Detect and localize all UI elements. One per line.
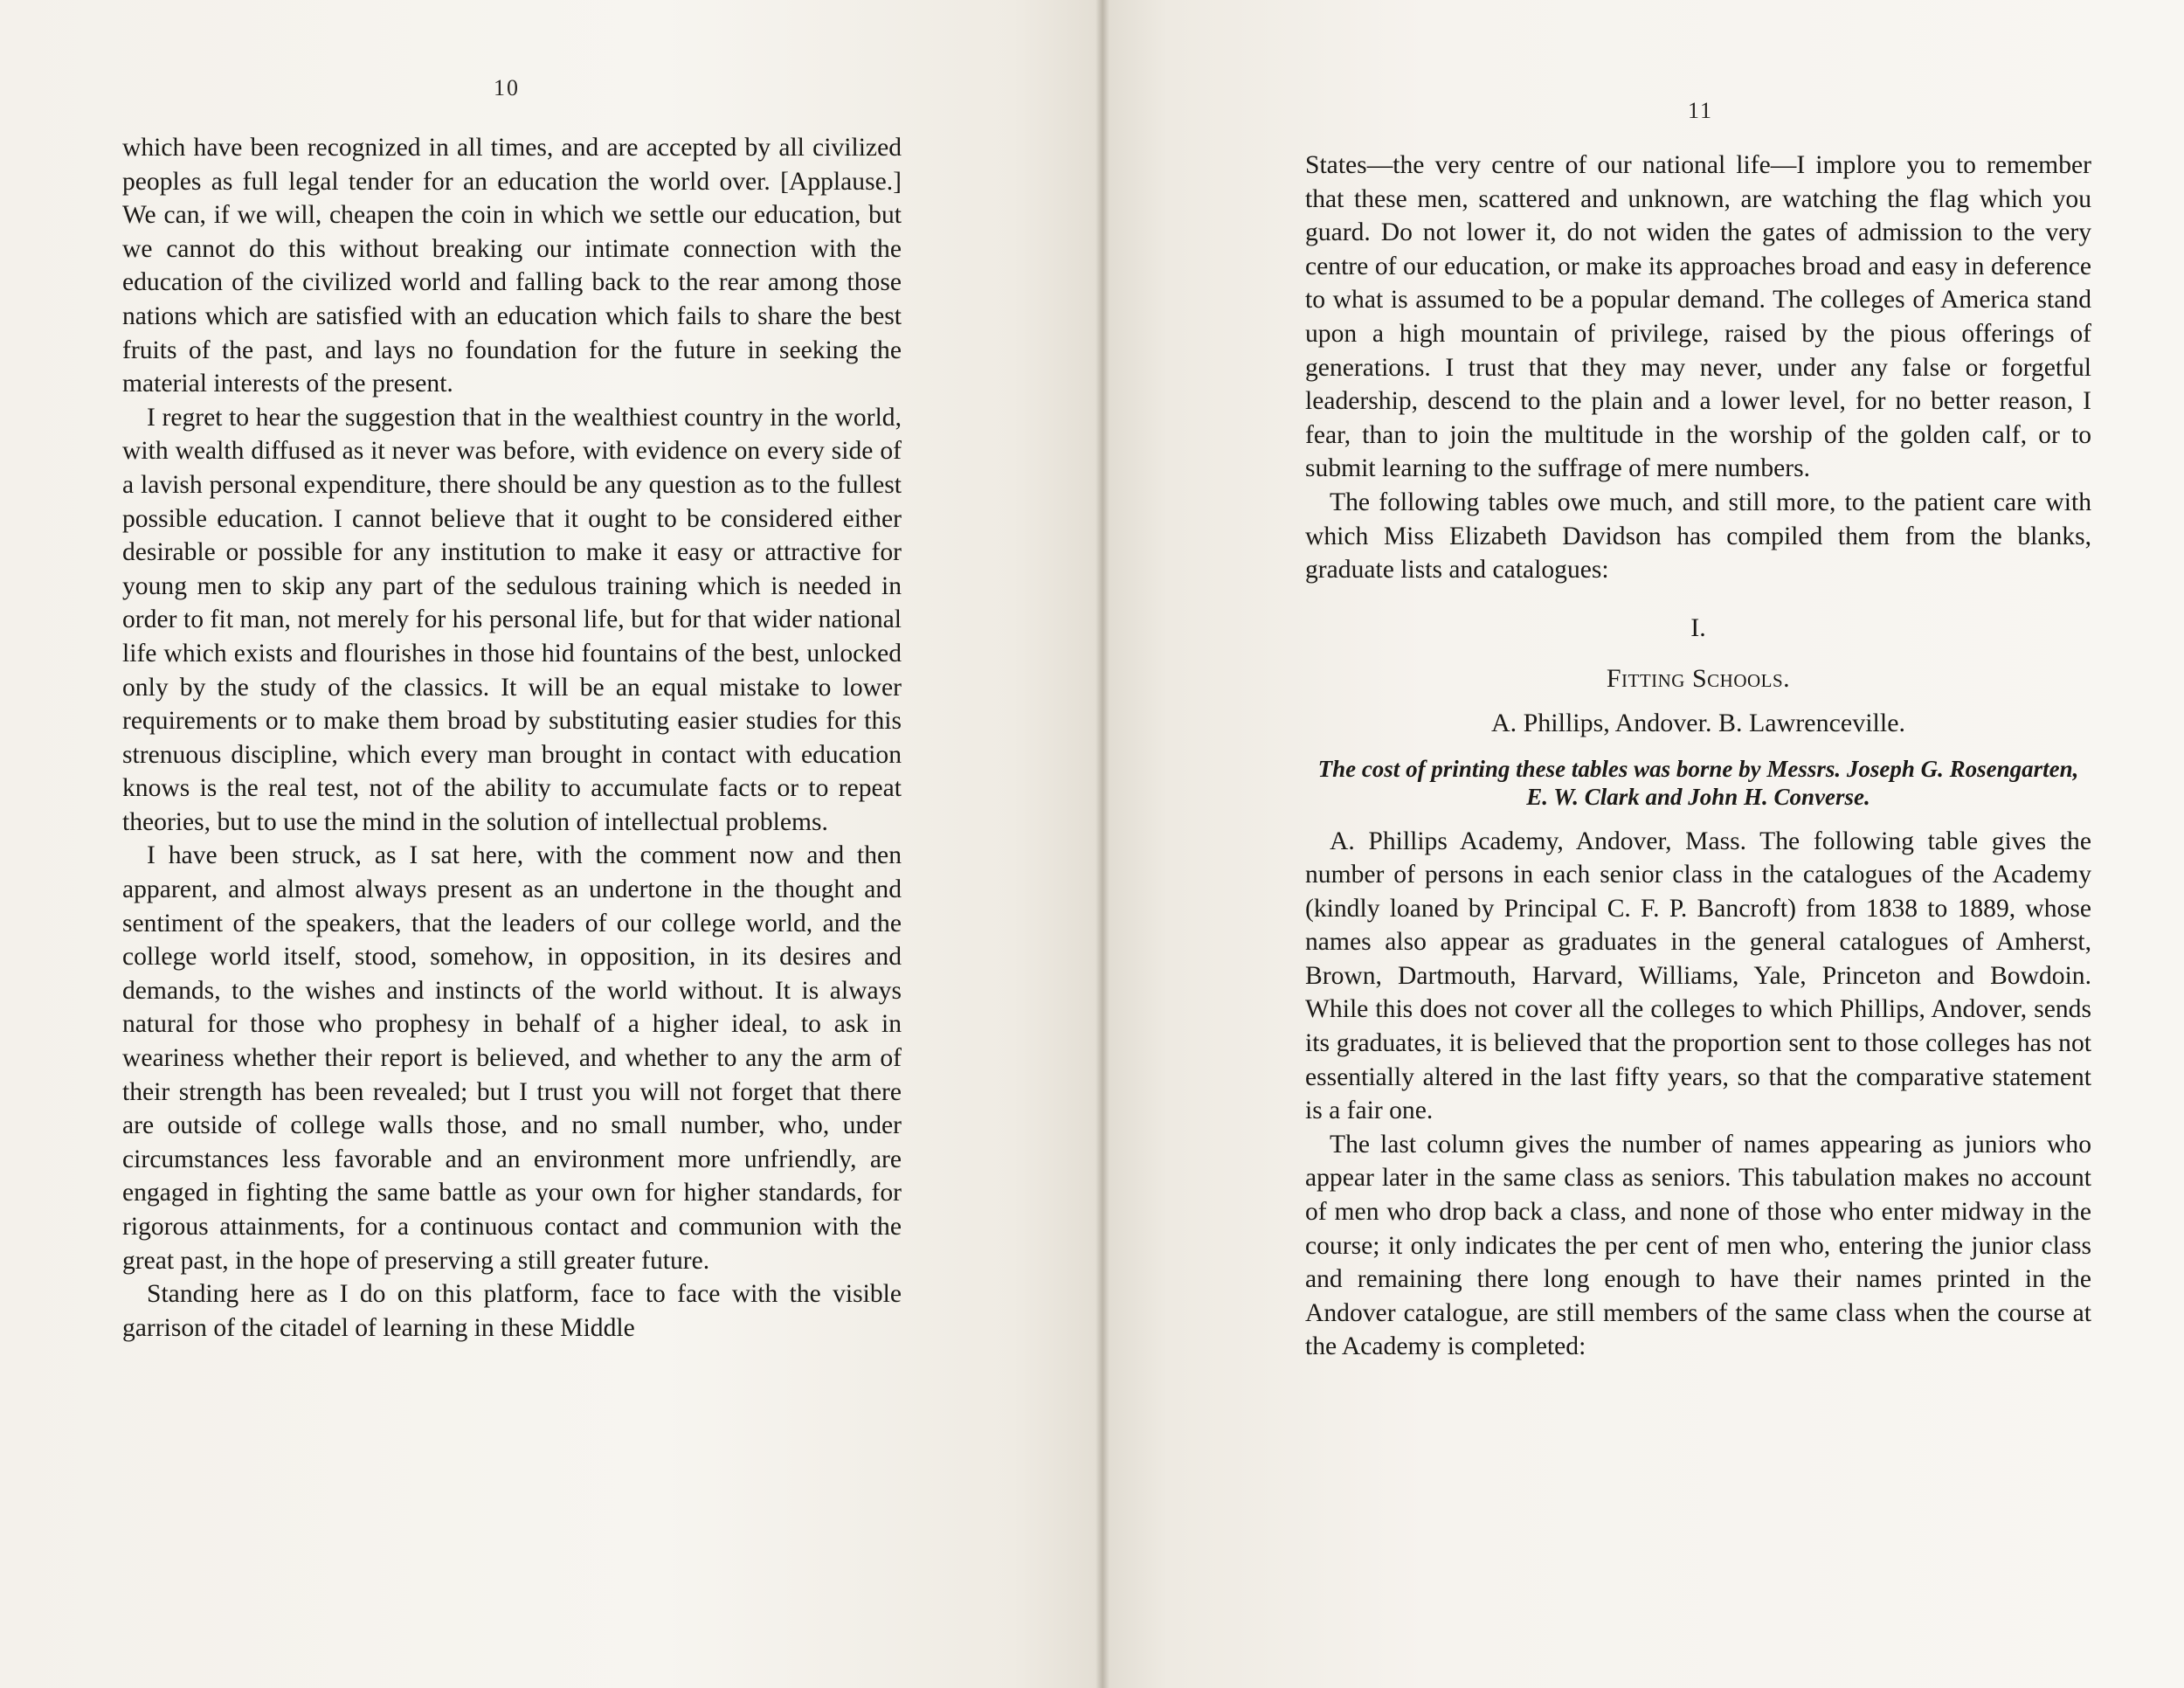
section-numeral: I. [1690, 612, 1706, 642]
left-paragraph-4: Standing here as I do on this platform, face to face with the visible garrison of the citadel of learning in these Middle [122, 1280, 902, 1342]
left-page-number: 10 [494, 75, 520, 100]
right-page-number: 11 [1688, 98, 1714, 123]
section-title: Fitting Schools. [1606, 664, 1791, 694]
right-paragraph-2: The following tables owe much, and still more, to the patient care with which Miss Elizabeth Davidson has compiled them from the blanks, graduate lists and catalogues: [1305, 488, 2091, 585]
left-paragraph-3: I have been struck, as I sat here, with the comment now and then apparent, and almost always present as an undertone in the thought and sentiment of the speakers, that the leaders of our college world, and the college world itself, stood, somehow, in opposition, in its desires and demands, to the wishes and instincts of the world without. It is always natural for those who prophesy in behalf of a higher ideal, to ask in weariness whether their report is believed, and whether to any the arm of their strength has been revealed; but I trust you will not forget that there are outside of college walls those, and no small number, who, under circumstances less favorable and an environment more unfriendly, are engaged in fighting the same battle as your own for higher standards, for rigorous attainments, for a continuous contact and communion with the great past, in the hope of preserving a still greater future. [122, 841, 902, 1275]
left-paragraph-1: which have been recognized in all times, and are accepted by all civilized peoples as full legal tender for an education the world over. [Applause.] We can, if we will, cheapen the coin in which we settle our education, but we cannot do this without breaking our intimate connection with the education of the civilized world and falling back to the rear among those nations which are satisfied with an education which fails to share the best fruits of the past, and lays no foundation for the future in seeking the material interests of the present. [122, 134, 902, 398]
left-page-body [122, 131, 902, 1345]
right-paragraph-3: A. Phillips Academy, Andover, Mass. The following table gives the number of persons in each senior class in the catalogues of the Academy (kindly loaned by Principal C. F. P. Bancroft) from 1838 to 1889, whose names also appear as graduates in the general catalogues of Amherst, Brown, Dartmouth, Harvard, Williams, Yale, Princeton and Bowdoin. While this does not cover all the colleges to which Phillips, Andover, sends its graduates, it is believed that the proportion sent to those colleges has not essentially altered in the last fifty years, so that the comparative statement is a fair one. [1305, 827, 2091, 1125]
right-page [1102, 0, 2184, 1688]
right-paragraph-4: The last column gives the number of names appearing as juniors who appear later in the same class as seniors. This tabulation makes no account of men who drop back a class, and none of those who enter midway in the course; it only indicates the per cent of men who, entering the junior class and remaining there long enough to have their names printed in the Andover catalogue, are still members of the same class when the course at the Academy is completed: [1305, 1130, 2091, 1361]
sponsor-note: The cost of printing these tables was borne by Messrs. Joseph G. Rosengarten, E. W. Clark and John H. Converse. [1317, 755, 2079, 810]
right-page-body [1305, 149, 2091, 1364]
section-subtitle: A. Phillips, Andover. B. Lawrenceville. [1490, 708, 1906, 737]
right-paragraph-1: States—the very centre of our national life—I implore you to remember that these men, scattered and unknown, are watching the flag which you guard. Do not lower it, do not widen the gates of admission to the very centre of our education, or make its approaches broad and easy in deference to what is assumed to be a popular demand. The colleges of America stand upon a high mountain of privilege, raised by the pious offerings of generations. I trust that they may never, under any false or forgetful leadership, descend to the plain and a lower level, for no better reason, I fear, than to join the multitude in the worship of the golden calf, or to submit learning to the suffrage of mere numbers. [1305, 151, 2091, 483]
left-paragraph-2: I regret to hear the suggestion that in the wealthiest country in the world, with wealth diffused as it never was before, with evidence on every side of a lavish personal expenditure, there should be any question as to the fullest possible education. I cannot believe that it ought to be considered either desirable or possible for any institution to make it easy or attractive for young men to skip any part of the sedulous training which is needed in order to fit man, not merely for his personal life, but for that wider national life which exists and flourishes in those hid fountains of the best, unlocked only by the study of the classics. It will be an equal mistake to lower requirements or to make them broad by substituting easier studies for this strenuous discipline, which every man brought in contact with education knows is the real test, not of the ability to accumulate facts or to repeat theories, but to use the mind in the solution of intellectual problems. [122, 403, 902, 836]
